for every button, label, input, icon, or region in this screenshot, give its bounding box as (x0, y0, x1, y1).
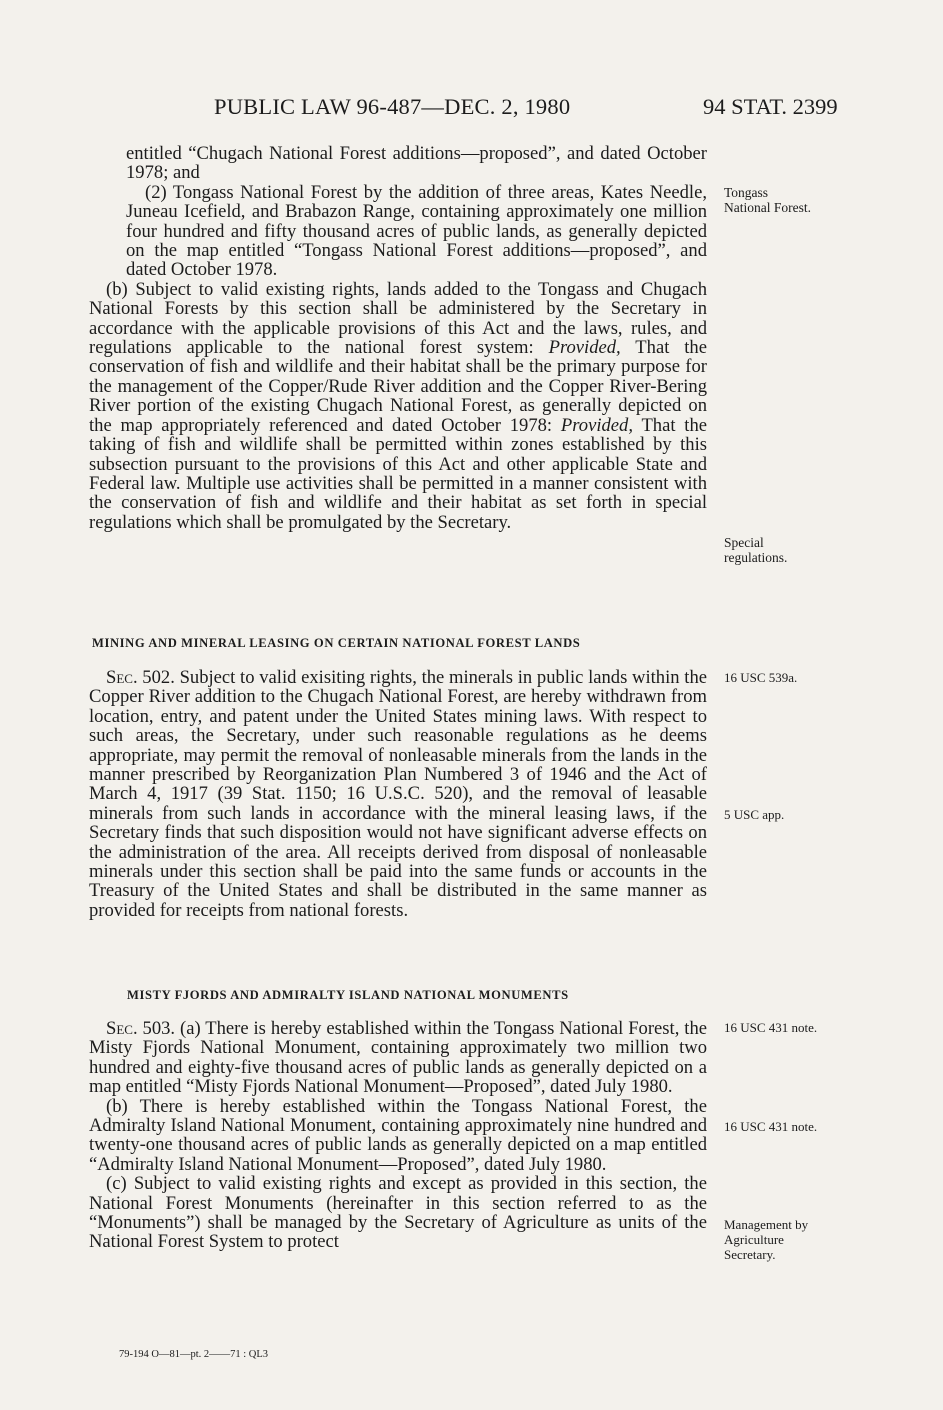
margin-note-usc-app: 5 USC app. (724, 807, 785, 822)
paragraph-b-part2: That the conservation of fish and wildlife and their habitat shall be the primary purpose for the management of the Copper/Rude River addition and the Copper River-Bering River portion of the existing Chugach National Forest, as generally depicted on the map appropriately referenced and dated October 1978: (89, 337, 707, 436)
page-header-left: PUBLIC LAW 96-487—DEC. 2, 1980 (214, 94, 571, 119)
margin-note-management (724, 1217, 808, 1262)
margin-note-539a: 16 USC 539a. (724, 670, 798, 685)
paragraph-sec503c: (c) Subject to valid existing rights and except as provided in this section, the National Forest Monuments (hereinafter in this section referred to as the “Monuments”) shall be managed by the Secretary of Agriculture as units of the National Forest System to protect (89, 1173, 707, 1253)
paragraph-b-part3: That the taking of fish and wildlife shall be permitted within zones established by this subsection pursuant to the provisions of this Act and other applicable State and Federal law. Multiple use activities shall be permitted in a manner consistent with the conservation of fish and wildlife and their habitat as set forth in special regulations which shall be promulgated by the Secretary. (89, 414, 708, 533)
margin-note-431-b: 16 USC 431 note. (724, 1119, 818, 1134)
margin-note-431-a: 16 USC 431 note. (724, 1020, 818, 1035)
paragraph-b-part1: (b) Subject to valid existing rights, lands added to the Tongass and Chugach National Forests by this section shall be administered by the Secretary in accordance with the applicable provisions of this Act and the laws, rules, and regulations applicable to the national forest system: (89, 278, 707, 359)
provided-2: Provided, (560, 414, 633, 436)
margin-note-management-line1: Management by (724, 1217, 809, 1232)
paragraph-tongass: (2) Tongass National Forest by the addition of three areas, Kates Needle, Juneau Icefield, and Brabazon Range, containing approximately one million four hundred and fifty thousand acres of public lands, as generally depicted on the map entitled “Tongass National Forest additions—proposed”, and dated October 1978. (126, 181, 707, 281)
margin-note-special (724, 535, 787, 565)
page-header-right: 94 STAT. 2399 (703, 94, 838, 119)
paragraph-b (89, 280, 707, 532)
margin-note-special-line1: Special (724, 535, 764, 550)
heading-misty: MISTY FJORDS AND ADMIRALTY ISLAND NATIONAL MONUMENTS (127, 988, 569, 1002)
paragraph-sec503b: (b) There is hereby established within the Tongass National Forest, the Admiralty Island National Monument, containing approximately nine hundred and twenty-one thousand acres of public lands as generally depicted on a map entitled “Admiralty Island National Monument—Proposed”, dated July 1980. (89, 1095, 707, 1175)
paragraph-1: entitled “Chugach National Forest additions—proposed”, and dated October 1978; and (126, 143, 707, 184)
paragraph-sec502 (89, 668, 707, 920)
section-502-text (89, 668, 707, 920)
section-501-text (89, 144, 707, 532)
margin-note-tongass-line1: Tongass (724, 185, 769, 200)
heading-mining: MINING AND MINERAL LEASING ON CERTAIN NATIONAL FOREST LANDS (92, 636, 581, 650)
margin-note-tongass-line2: National Forest. (724, 200, 811, 215)
provided-1: Provided, (548, 337, 621, 359)
paragraph-sec503a (89, 1019, 707, 1097)
section-503-text (89, 1019, 707, 1252)
printer-footer: 79-194 O—81—pt. 2——71 : QL3 (119, 1349, 269, 1360)
sec502-body: Subject to valid exisiting rights, the minerals in public lands within the Copper River addition to the Chugach National Forest, are hereby withdrawn from location, entry, and patent under the United States mining laws. With respect to such areas, the Secretary, under such reasonable regulations as he deems appropriate, may permit the removal of nonleasable minerals from the lands in the manner prescribed by Reorganization Plan Numbered 3 of 1946 and the Act of March 4, 1917 (39 Stat. 1150; 16 U.S.C. 520), and the removal of leasable minerals from such lands in accordance with the mineral leasing laws, if the Secretary finds that such disposition would not have significant adverse effects on the administration of the area. All receipts derived from disposal of nonleasable minerals under this section shall be paid into the same funds or accounts in the Treasury of the United States and shall be distributed in the same manner as provided for receipts from national forests. (89, 667, 707, 921)
margin-note-management-line3: Secretary. (724, 1247, 776, 1262)
sec503-label: Sec. 503. (106, 1018, 176, 1039)
margin-note-management-line2: Agriculture (724, 1232, 784, 1247)
margin-note-tongass (724, 185, 811, 215)
sec503-body: (a) There is hereby established within the Tongass National Forest, the Misty Fjords National Monument, containing approximately two million two hundred and eighty-five thousand acres of public lands as generally depicted on a map entitled “Misty Fjords National Monument—Proposed”, dated July 1980. (89, 1018, 707, 1098)
sec502-label: Sec. 502. (106, 667, 175, 688)
margin-note-special-line2: regulations. (724, 550, 788, 565)
